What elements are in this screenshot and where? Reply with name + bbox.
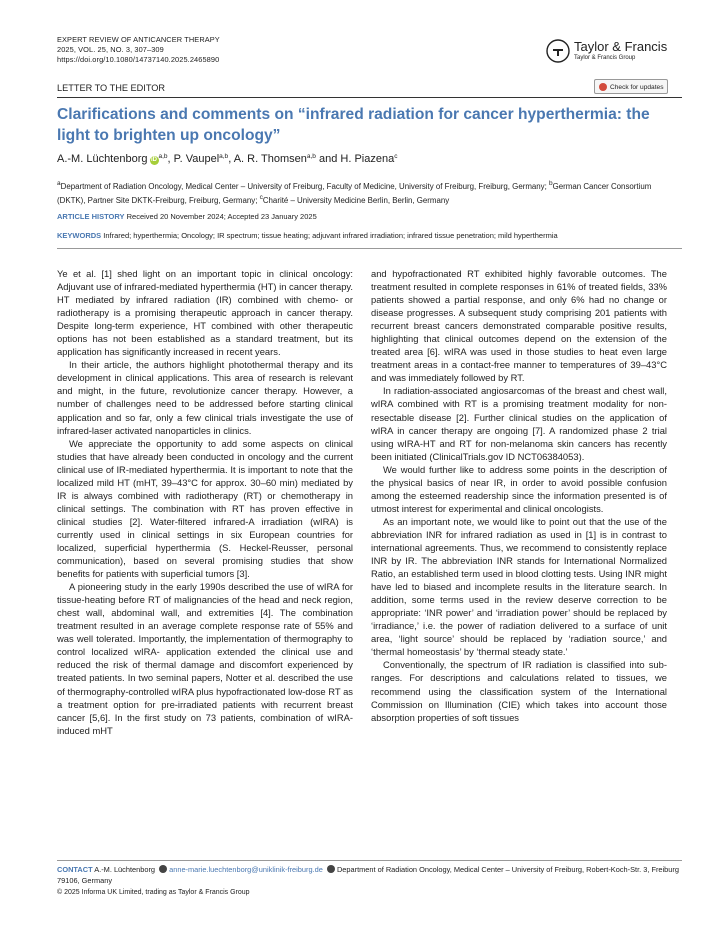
volume-line: 2025, VOL. 25, NO. 3, 307–309: [57, 45, 164, 54]
contact-address: Department of Radiation Oncology, Medical Center – University of Freiburg, Robert-Koch-Str. 3, Freiburg 79106, Germany: [57, 865, 679, 885]
left-column: [57, 267, 353, 737]
author-separator: and: [315, 153, 341, 165]
author-sup: a,b: [158, 153, 168, 160]
keywords: [57, 231, 558, 240]
affiliation-key: a: [57, 180, 61, 187]
body-paragraph: As an important note, we would like to point out that the use of the abbreviation INR for infrared radiation as used in [1] is in contrast to international agreements. Thus, we recommend to consistently replace INR by IR. The abbreviation INR stands for International Normalized Ratio, an established term used in blood clotting tests. Using INR might have led to biased and incomplete results in the literature search. In addition, some terms used in the review deserve correction to be appropriate: ‘INR power’ and ‘irradiation power’ should be replaced by ‘irradiance,’ i.e. the power of radiation delivered to a surface of unit area, ‘light source’ should be replaced by ‘radiation source,’ and ‘thermal homeostasis’ by ‘thermal steady state.’: [371, 515, 667, 658]
author-name: A. R. Thomsen: [233, 153, 307, 165]
check-updates-label: Check for updates: [610, 84, 664, 91]
publisher-logo: [546, 39, 676, 67]
header-rule: [57, 97, 682, 98]
author-name: P. Vaupel: [173, 153, 220, 165]
body-paragraph: Ye et al. [1] shed light on an important topic in clinical oncology: Adjuvant use of infrared-mediated hyperthermia (HT) in cancer therapy. HT mediated by infrared radiation (IR) combined with chemo- or radiotherapy is a promising therapeutic approach in cancer therapy. Despite long-term experience, HT combined with other therapeutic options has not been established as a standard treatment, but its application has significantly increased in recent years.: [57, 268, 353, 358]
email-icon: [159, 865, 167, 873]
section-label: LETTER TO THE EDITOR: [57, 83, 166, 93]
body-paragraph: and hypofractionated RT exhibited highly favorable outcomes. The treatment resulted in complete responses in 61% of treated fields, 33% patients showed a partial response, and only 6% had no change or disease progresses. A subsequent study comprising 201 patients with recurrent breast cancers demonstrated comparable positive results, highlighting that clinical outcomes depend on the extension of the treated area [6]. wIRA was used in those studies to heat even large treatment areas in a contact-free manner to temperatures of 39–43°C and was immediately followed by RT.: [371, 268, 667, 384]
keywords-text: Infrared; hyperthermia; Oncology; IR spectrum; tissue heating; adjuvant infrared irradiation; infrared tissue penetration; mild hyperthermia: [103, 231, 558, 240]
publisher-logo-icon: [546, 39, 570, 63]
affiliation-key: b: [549, 180, 553, 187]
doi-link[interactable]: https://doi.org/10.1080/14737140.2025.2465890: [57, 55, 220, 64]
affiliation-key: c: [259, 194, 263, 202]
journal-name: EXPERT REVIEW OF ANTICANCER THERAPY: [57, 35, 220, 44]
check-updates-button[interactable]: [594, 79, 668, 94]
contact-label: CONTACT: [57, 865, 93, 874]
affiliation-text: German Cancer Consortium (DKTK), Partner Site DKTK-Freiburg, Freiburg, Germany;: [57, 182, 652, 206]
article-history-label: ARTICLE HISTORY: [57, 212, 125, 221]
meta-rule: [57, 248, 682, 249]
body-paragraph: Conventionally, the spectrum of IR radiation is classified into sub-ranges. For descriptions and calculations related to tissues, we recommend using the classification system of the International Commission on Illumination (CIE) which takes into account those absorption properties of soft tissues: [371, 659, 667, 723]
author-separator: ,: [228, 153, 234, 165]
affiliation-text: Charité – University Medicine Berlin, Berlin, Germany: [262, 196, 450, 206]
body-paragraph: We would further like to address some points in the description of the physical basics of near IR, in order to avoid possible confusion among the esteemed readership since the information presented is of utmost interest for experimental and clinical oncologists.: [371, 463, 667, 514]
author-list: [57, 153, 397, 165]
orcid-icon[interactable]: iD: [151, 157, 157, 163]
footer-rule: [57, 860, 682, 861]
publisher-sub: Taylor & Francis Group: [574, 55, 636, 61]
author-sup: a,b: [219, 153, 229, 160]
author-sup: c: [394, 153, 398, 160]
article-title: Clarifications and comments on “infrared radiation for cancer hyperthermia: the light to brighten up oncology”: [57, 106, 650, 144]
body-paragraph: In their article, the authors highlight photothermal therapy and its development in clinical applications. This area of research is relevant and might, in the future, revolutionize cancer therapy. However, a number of challenges need to be addressed before starting clinical application and so far, only a few clinical trials investigate the use of infrared-laser activated nanoparticles in clinics.: [57, 359, 353, 436]
author-sup: a,b: [306, 153, 316, 160]
body-paragraph: A pioneering study in the early 1990s described the use of wIRA for tissue-heating before RT of malignancies of the head and neck region, chest wall, abdominal wall, and extremities [4]. The combination treatment resulted in an average complete response rate of 55% and was well tolerated. Importantly, the implementation of thermography to control localized wIRA- application extended the clinical use and reduced the risk of thermal damage and discomfort experienced by treated patients. In two seminal papers, Notter et al. described the use of thermography-controlled wIRA plus hypofractionated low-dose RT as a treatment option for pre-irradiated patients with recurrent breast cancer [5,6]. In the first study on 73 patients, combination of wIRA-induced mHT: [57, 581, 353, 736]
article-history-text: Received 20 November 2024; Accepted 23 January 2025: [126, 212, 317, 221]
author-separator: ,: [167, 153, 174, 165]
author-name: H. Piazena: [340, 153, 395, 165]
right-column: [371, 267, 667, 724]
address-icon: [327, 865, 335, 873]
body-paragraph: In radiation-associated angiosarcomas of the breast and chest wall, wIRA combined with RT is a promising treatment modality for non-resectable disease [2]. Further clinical studies on the application of wIRA in cancer therapy are ongoing [7]. A randomized phase 2 trial using wIRA-HT and RT for non-melanoma skin cancers has recently been initiated (ClinicalTrials.gov ID NCT06384053).: [371, 385, 667, 462]
article-history: [57, 212, 317, 221]
affiliations: [57, 178, 677, 207]
journal-header: [57, 35, 220, 65]
copyright: © 2025 Informa UK Limited, trading as Taylor & Francis Group: [57, 889, 250, 896]
author-name: A.-M. Lüchtenborg: [57, 153, 148, 165]
keywords-label: KEYWORDS: [57, 231, 102, 240]
publisher-name: Taylor & Francis: [574, 39, 668, 54]
contact-info: [57, 865, 682, 886]
check-updates-icon: [599, 83, 607, 91]
contact-name: A.-M. Lüchtenborg: [94, 865, 156, 874]
affiliation-text: Department of Radiation Oncology, Medical Center – University of Freiburg, Faculty of Medicine, University of Freiburg, Freiburg, Germany;: [60, 182, 550, 191]
body-paragraph: We appreciate the opportunity to add some aspects on clinical studies that have already been conducted in oncology and the current clinical use of IR-mediated hyperthermia. It is important to note that the localized mild HT (mHT, 39–43°C for approx. 30–60 min) mediated by IR is always combined with radiotherapy (RT) or chemotherapy in clinical settings. The combination with RT has proven effective in clinical studies [2]. Water-filtered infrared-A irradiation (wIRA) is currently used in clinical settings in six European countries for localized, superficial hyperthermia (S. Heckel-Reusser, personal communication), based on several promising studies that show benefits for patients with superficial tumors [3].: [57, 437, 353, 580]
contact-email[interactable]: anne-marie.luechtenborg@uniklinik-freiburg.de: [169, 865, 323, 874]
